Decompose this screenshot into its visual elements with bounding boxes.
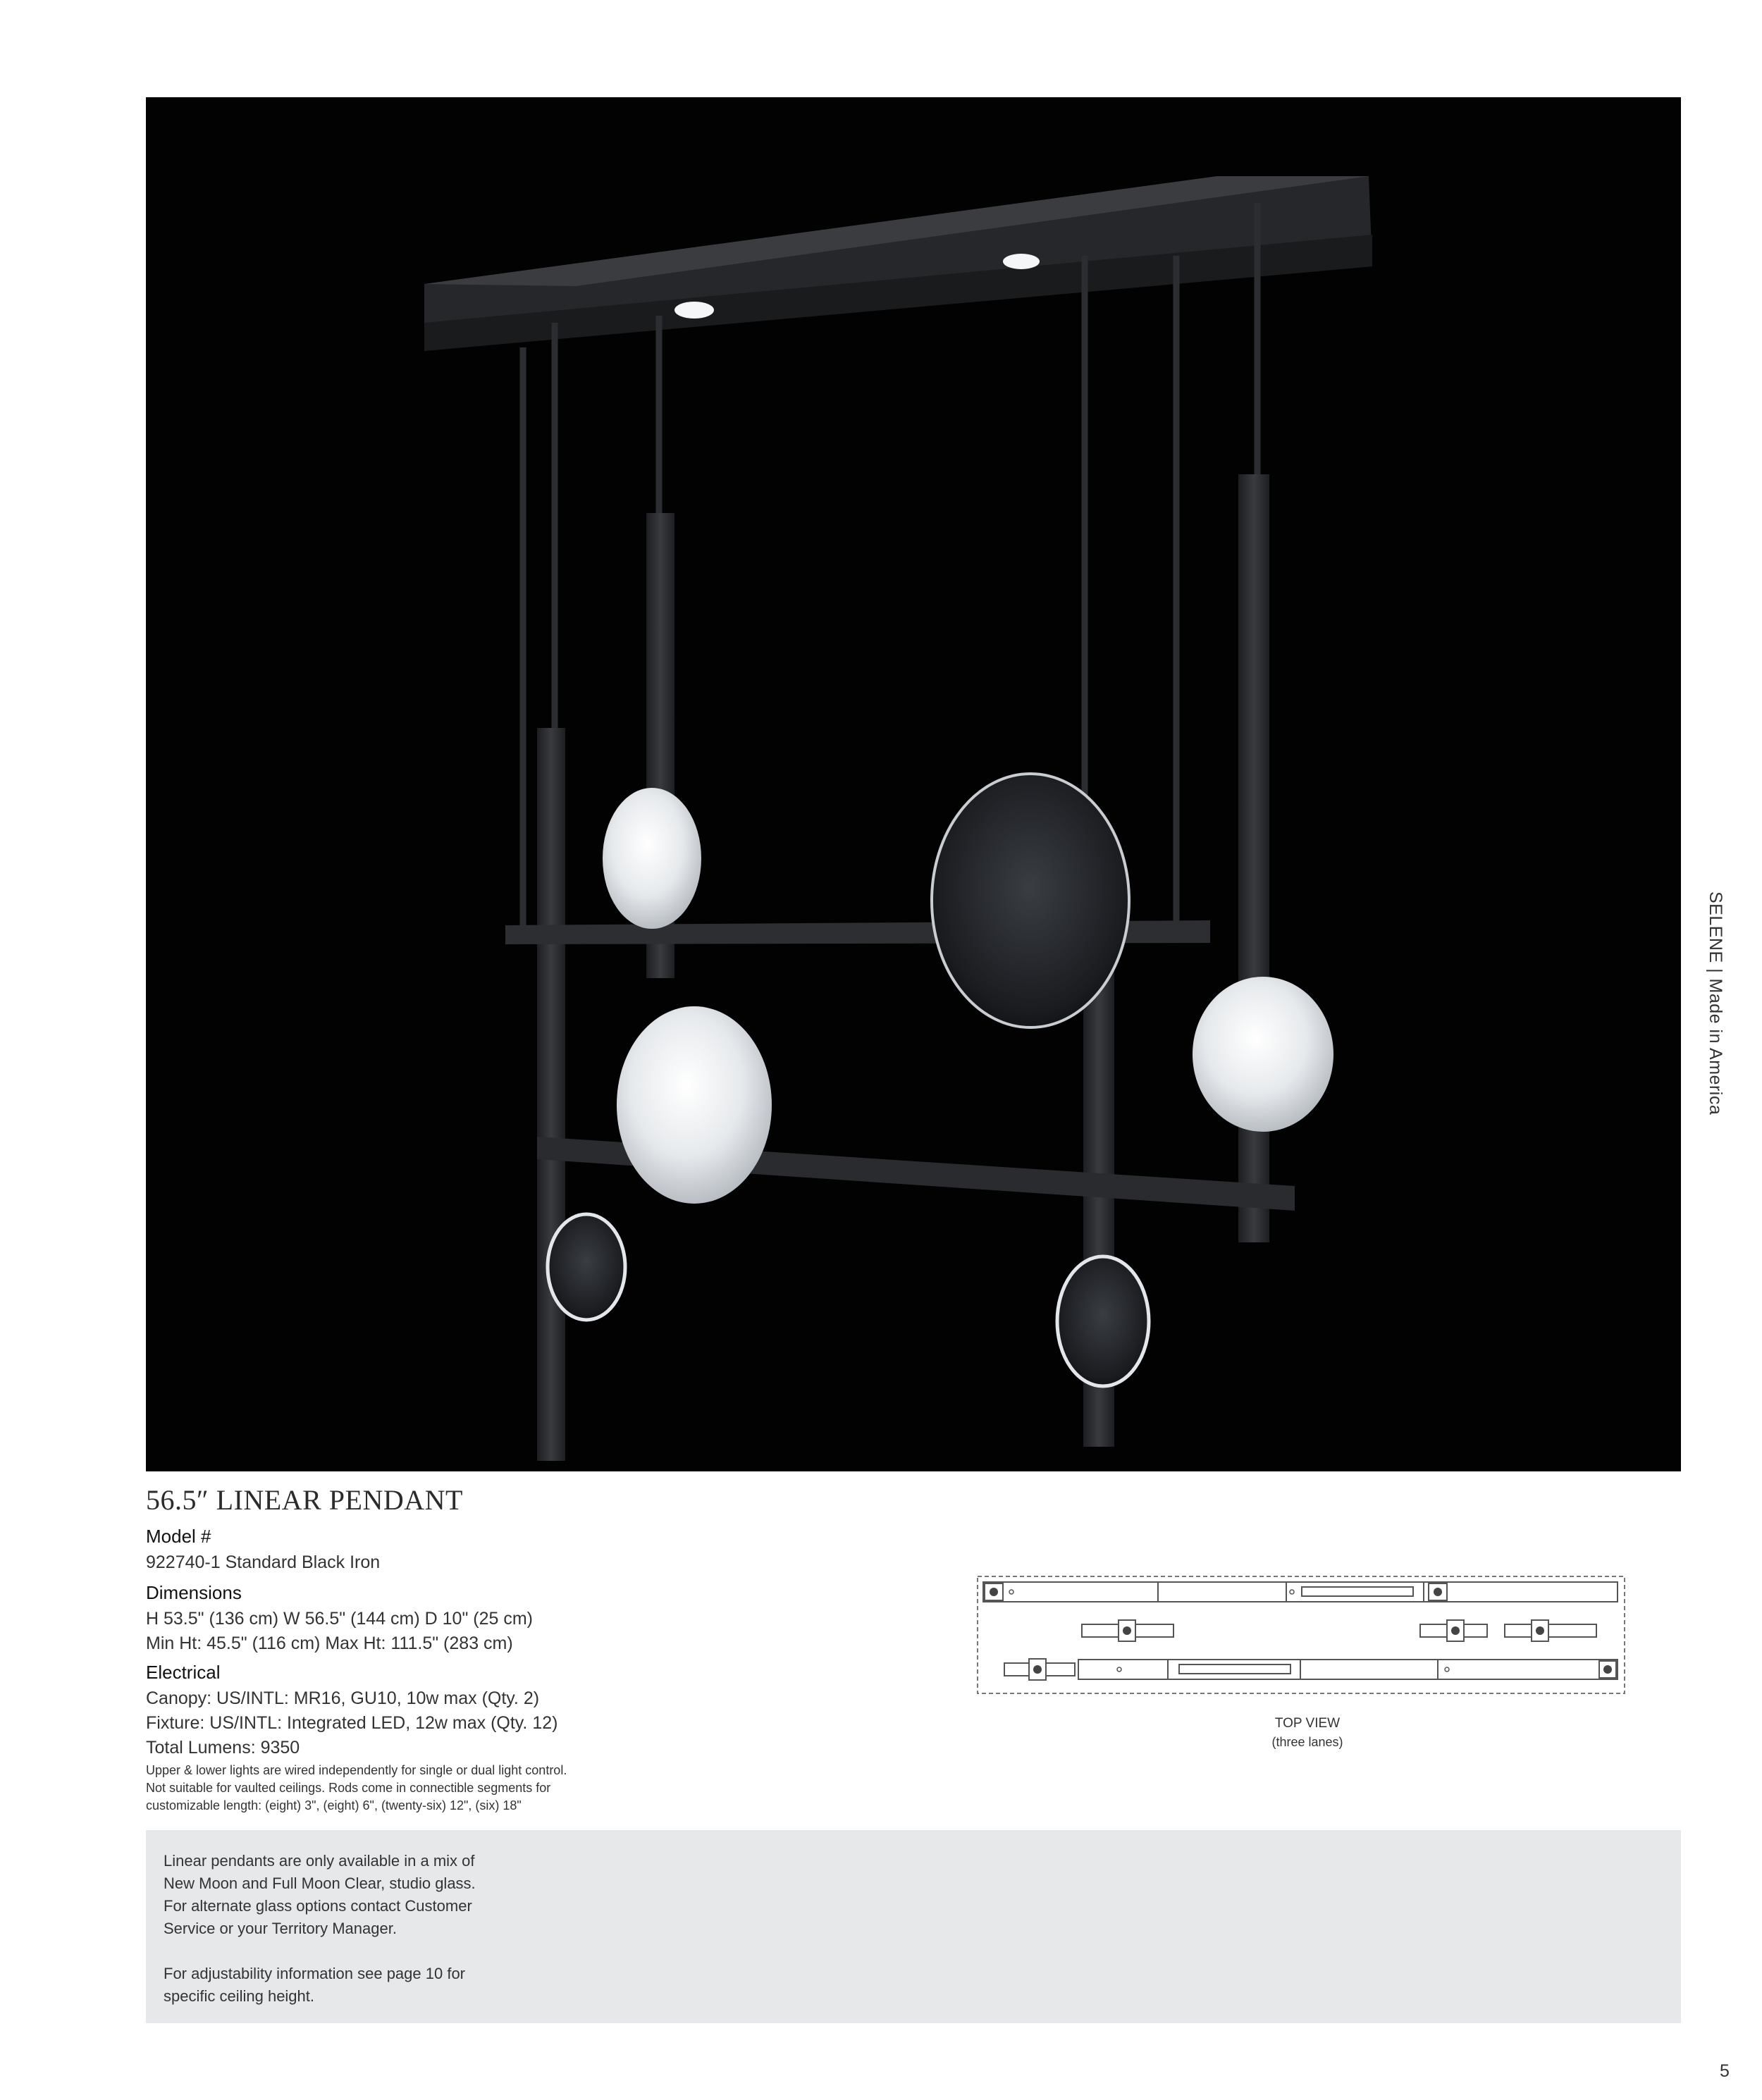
canopy-light-right bbox=[1003, 254, 1040, 269]
dimensions-line-2: Min Ht: 45.5" (116 cm) Max Ht: 111.5" (283 cm) bbox=[146, 1633, 513, 1653]
top-view-subcaption: (three lanes) bbox=[1271, 1735, 1343, 1749]
top-view-lane-2 bbox=[1082, 1620, 1596, 1641]
fine-print-1: Upper & lower lights are wired independently for single or dual light control. bbox=[146, 1763, 567, 1777]
product-title: 56.5″ LINEAR PENDANT bbox=[146, 1484, 463, 1516]
note-paragraph-1 bbox=[164, 1850, 558, 1940]
electrical-lumens: Total Lumens: 9350 bbox=[146, 1738, 300, 1758]
product-photo bbox=[146, 97, 1681, 1471]
disc-center-dark bbox=[932, 774, 1129, 1027]
top-view-lane-1 bbox=[983, 1582, 1618, 1602]
dimensions-section bbox=[146, 1582, 956, 1656]
canopy-light-left bbox=[674, 302, 714, 319]
vertical-bars bbox=[537, 474, 1269, 1461]
electrical-section bbox=[146, 1662, 956, 1815]
top-view-drawing bbox=[976, 1575, 1626, 1695]
pendant-illustration bbox=[146, 97, 1681, 1471]
top-view-caption: TOP VIEW bbox=[1274, 1716, 1341, 1731]
disc-lower-left bbox=[548, 1214, 625, 1320]
note-line: Linear pendants are only available in a mix of bbox=[164, 1852, 475, 1870]
top-view-diagram bbox=[976, 1575, 1626, 1695]
dimensions-heading: Dimensions bbox=[146, 1582, 242, 1603]
electrical-fixture: Fixture: US/INTL: Integrated LED, 12w max (Qty. 12) bbox=[146, 1713, 558, 1733]
note-box bbox=[146, 1830, 1681, 2023]
page-number: 5 bbox=[1720, 2061, 1730, 2081]
disc-lower-right bbox=[1057, 1256, 1149, 1386]
electrical-heading: Electrical bbox=[146, 1662, 221, 1683]
side-brand-label bbox=[1700, 891, 1728, 1131]
disc-right bbox=[1193, 977, 1333, 1132]
note-line: Service or your Territory Manager. bbox=[164, 1920, 397, 1937]
note-line: New Moon and Full Moon Clear, studio glass. bbox=[164, 1874, 476, 1892]
side-brand-text: SELENE | Made in America bbox=[1706, 891, 1725, 1116]
glass-discs bbox=[548, 774, 1333, 1386]
note-line: For adjustability information see page 10 for bbox=[164, 1965, 466, 1982]
disc-lower-center bbox=[617, 1006, 772, 1204]
model-value: 922740-1 Standard Black Iron bbox=[146, 1552, 381, 1572]
fine-print-3: customizable length: (eight) 3", (eight) 6", (twenty-six) 12", (six) 18" bbox=[146, 1798, 522, 1812]
model-heading: Model # bbox=[146, 1526, 211, 1547]
note-paragraph-2 bbox=[164, 1963, 558, 2008]
dimensions-line-1: H 53.5" (136 cm) W 56.5" (144 cm) D 10" (25 cm) bbox=[146, 1609, 534, 1629]
electrical-canopy: Canopy: US/INTL: MR16, GU10, 10w max (Qty. 2) bbox=[146, 1688, 540, 1708]
top-view-lane-3 bbox=[1004, 1659, 1618, 1680]
note-line: specific ceiling height. bbox=[164, 1987, 315, 2005]
note-line: For alternate glass options contact Customer bbox=[164, 1897, 472, 1915]
canopy bbox=[424, 176, 1372, 351]
fine-print-2: Not suitable for vaulted ceilings. Rods come in connectible segments for bbox=[146, 1781, 551, 1795]
model-section bbox=[146, 1526, 956, 1575]
disc-upper-left bbox=[603, 788, 701, 929]
